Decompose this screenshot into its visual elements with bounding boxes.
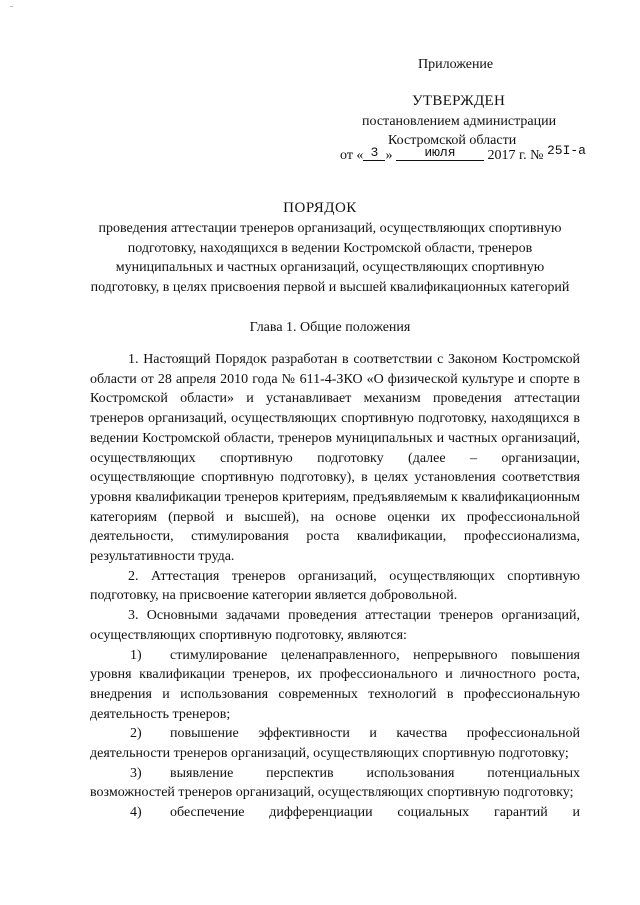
list-item-number: 2) [130,726,142,742]
list-item [90,646,580,725]
paragraph-3: 3. Основными задачами проведения аттестации тренеров организаций, осуществляющих спортивную подготовку, являются: [90,608,580,643]
decree-date-line [340,143,586,164]
decree-number: 25I-а [546,143,586,158]
date-prefix: от « [340,148,364,163]
date-quote-close: » [385,148,393,163]
paragraph-2: 2. Аттестация тренеров организаций, осуществляющих спортивную подготовку, на присвоение категории является добровольной. [90,568,580,604]
appendix-label: Приложение [418,57,494,72]
paragraph-1: 1. Настоящий Порядок разработан в соответствии с Законом Костромской области от 28 апреля 2010 года № 611-4-ЗКО «О физической культуре и спорте в Костромской области» и устанавливает механизм проведения аттестации тренеров организаций, осуществляющих спортивную подготовку, находящихся в ведении Костромской области, тренеров муниципальных и частных организаций, осуществляющих спортивную подготовку (далее – организации, осуществляющие спортивную подготовку), в целях установления соответствия уровня квалификации тренеров критериям, предъявляемым к квалификационным категориям (первой и высшей), на основе оценки их профессиональной деятельности, стимулирования роста квалификации, профессионализма, результативности труда. [90,352,580,565]
date-year: 2017 г. № [487,148,544,163]
list-item-text: стимулирование целенаправленного, непрерывного повышения уровня квалификации тренеров, их профессионального и личностного роста, внедрения и использования современных технологий в профессиональную деятельность тренеров; [90,647,580,722]
list-item-text: повышение эффективности и качества профессиональной деятельности тренеров организаций, осуществляющих спортивную подготовку; [90,726,580,762]
document-subtitle: проведения аттестации тренеров организаций, осуществляющих спортивную подготовку, находящихся в ведении Костромской области, тренеров муниципальных и частных организаций, осуществляющих спортивную подготовку, в целях присвоения первой и высшей квалификационных категорий [90,221,570,295]
document-body [90,350,580,823]
date-day: 3 [363,145,385,161]
approved-label: УТВЕРЖДЕН [412,93,506,109]
list-item [90,764,580,803]
list-item [90,803,580,823]
list-item-number: 3) [130,765,142,781]
list-item-text: обеспечение дифференциации социальных гарантий и [170,805,580,821]
decree-line: постановлением администрации [362,114,557,129]
chapter-heading: Глава 1. Общие положения [249,320,411,335]
list-item-number: 1) [130,647,142,663]
region-line: Костромской области [388,133,517,148]
list-item-text: выявление перспектив использования потенциальных возможностей тренеров организаций, осуществляющих спортивную подготовку; [90,765,580,801]
date-month: июля [396,145,484,161]
document-title: ПОРЯДОК [283,200,357,216]
scan-mark [10,6,13,7]
list-item-number: 4) [130,805,142,821]
list-item [90,724,580,763]
